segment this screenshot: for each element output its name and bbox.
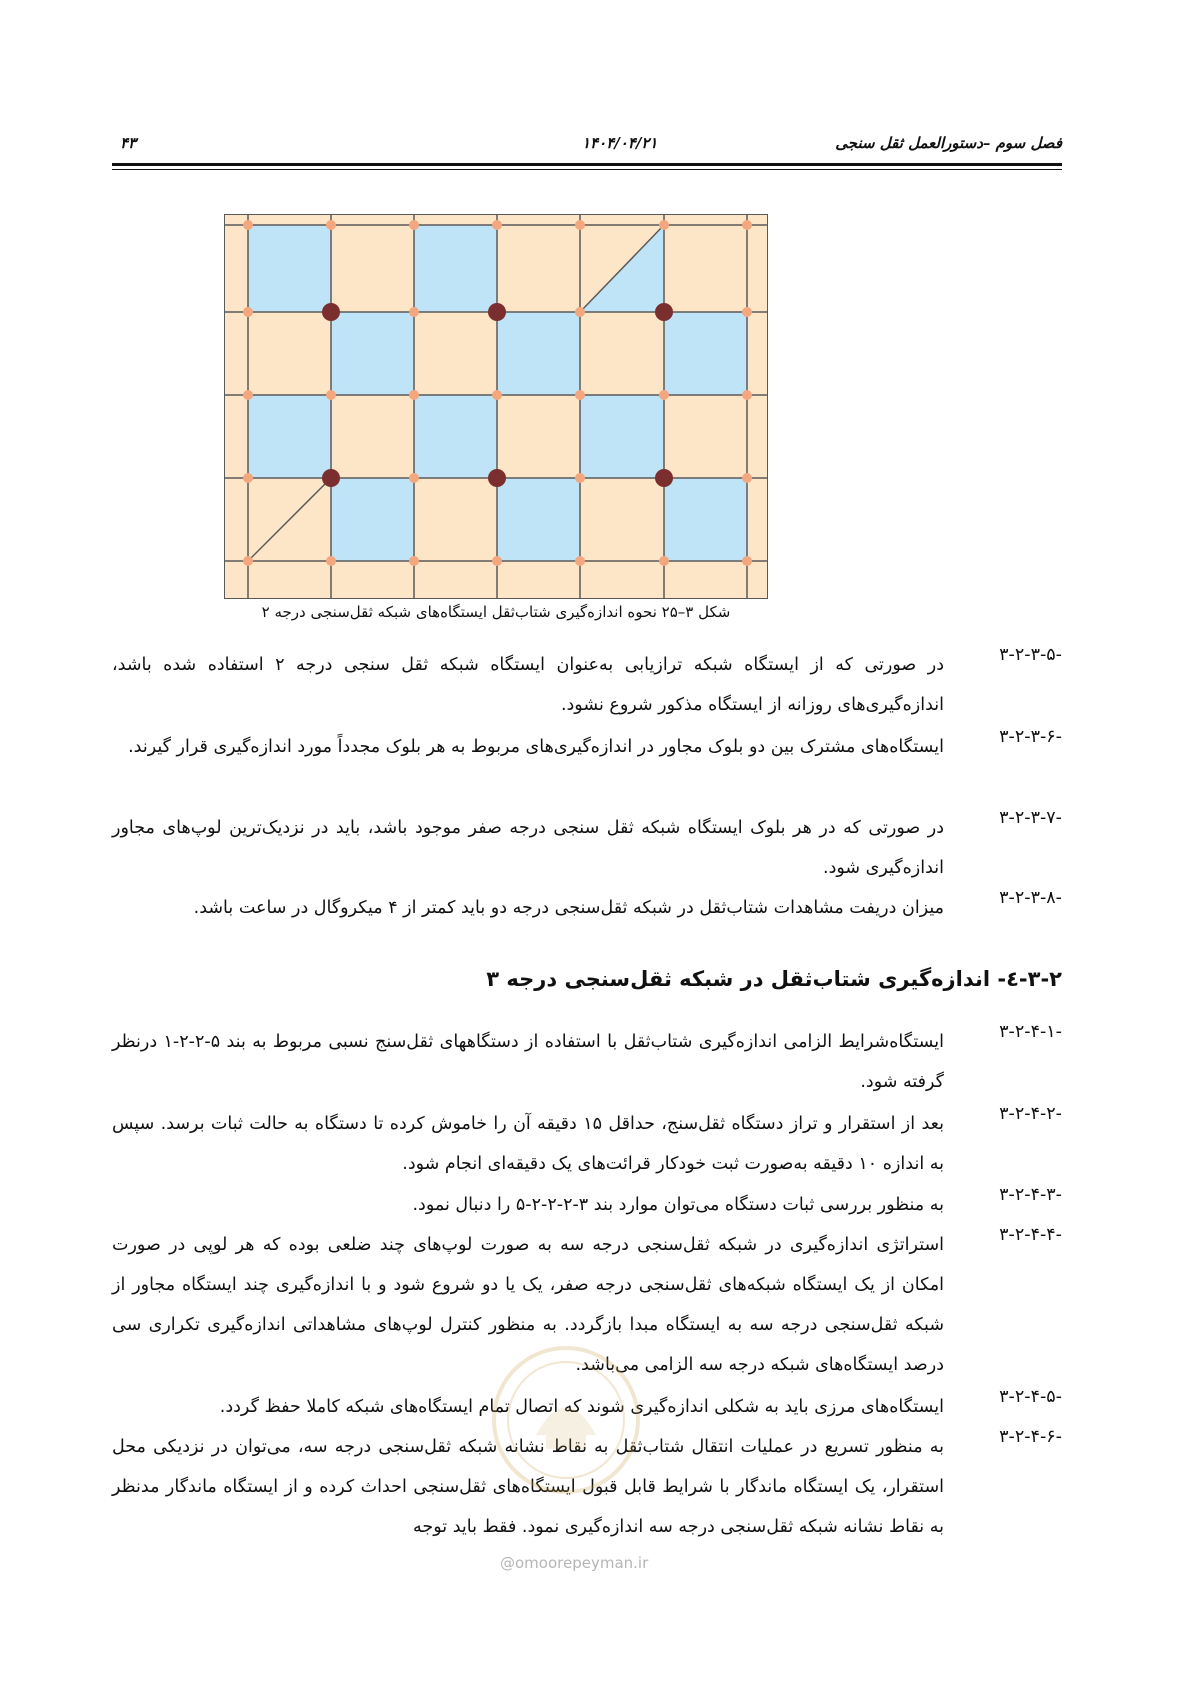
- station-dot: [575, 390, 585, 400]
- item-number: ۳-۲-۴-۵-: [999, 1387, 1062, 1407]
- item-text: در صورتی که از ایستگاه شبکه ترازیابی به‌عنوان ایستگاه شبکه ثقل سنجی درجه ۲ استفاده شده باشد، اندازه‌گیری‌های روزانه از ایستگاه مذکور شروع نشود.: [112, 655, 944, 715]
- blue-cell: [248, 395, 331, 478]
- station-dot: [243, 556, 253, 566]
- watermark-site: @omoorepeyman.ir: [500, 1554, 649, 1572]
- station-dot: [409, 390, 419, 400]
- station-dot: [575, 473, 585, 483]
- item-number: ۳-۲-۴-۱-: [999, 1022, 1062, 1042]
- chapter-title: فصل سوم –دستورالعمل ثقل سنجی: [835, 134, 1062, 152]
- header-rule-thin: [112, 169, 1062, 170]
- section-heading: ۳-۲-٤- اندازه‌گیری شتاب‌ثقل در شبکه ثقل‌سنجی درجه ۳: [486, 967, 1062, 991]
- station-dot: [742, 556, 752, 566]
- item-text: ایستگاه‌های مرزی باید به شکلی اندازه‌گیری شوند که اتصال تمام ایستگاه‌های شبکه کاملا حفظ گردد.: [219, 1397, 944, 1417]
- blue-cell: [331, 478, 414, 561]
- station-dot: [575, 307, 585, 317]
- station-dot: [326, 556, 336, 566]
- section-heading-block: [112, 967, 1062, 1007]
- shared-station-dot: [655, 303, 673, 321]
- station-dot: [243, 473, 253, 483]
- item-text: در صورتی که در هر بلوک ایستگاه شبکه ثقل سنجی درجه صفر موجود باشد، باید در نزدیک‌ترین لوپ‌های مجاور اندازه‌گیری شود.: [112, 818, 944, 878]
- item-text: به منظور بررسی ثبات دستگاه می‌توان موارد بند ۳-۲-۲-۲-۵ را دنبال نمود.: [412, 1195, 944, 1215]
- item-number: ۳-۲-۴-۲-: [999, 1104, 1062, 1124]
- station-dot: [243, 390, 253, 400]
- blue-cell: [414, 225, 497, 312]
- station-dot: [492, 390, 502, 400]
- station-dot: [409, 473, 419, 483]
- item-number: ۳-۲-۴-۳-: [999, 1185, 1062, 1205]
- header-date: ۱۴۰۴/۰۴/۲۱: [582, 134, 658, 152]
- blue-cell: [331, 312, 414, 395]
- blue-cell: [497, 312, 580, 395]
- station-dot: [409, 556, 419, 566]
- blue-cell: [664, 312, 747, 395]
- blue-cell: [248, 225, 331, 312]
- gravity-network-figure: [224, 214, 768, 599]
- station-dot: [326, 390, 336, 400]
- shared-station-dot: [322, 303, 340, 321]
- shared-station-dot: [322, 469, 340, 487]
- blue-cell: [497, 478, 580, 561]
- page-number: ۴۳: [120, 134, 137, 152]
- blue-cell: [580, 395, 664, 478]
- station-dot: [742, 390, 752, 400]
- station-dot: [243, 220, 253, 230]
- station-dot: [742, 307, 752, 317]
- item-number: ۳-۲-۴-۶-: [999, 1427, 1062, 1447]
- shared-station-dot: [488, 469, 506, 487]
- item-number: ۳-۲-۳-۶-: [999, 727, 1062, 747]
- station-dot: [659, 220, 669, 230]
- station-dot: [575, 556, 585, 566]
- watermark-seal-icon: [486, 1340, 646, 1500]
- station-dot: [575, 220, 585, 230]
- station-dot: [742, 220, 752, 230]
- shared-station-dot: [655, 469, 673, 487]
- station-dot: [742, 473, 752, 483]
- item-text: میزان دریفت مشاهدات شتاب‌ثقل در شبکه ثقل‌سنجی درجه دو باید کمتر از ۴ میکروگال در ساعت باشد.: [193, 898, 944, 918]
- item-text: ایستگاه‌شرایط الزامی اندازه‌گیری شتاب‌ثقل با استفاده از دستگاههای ثقل‌سنج نسبی مربوط به بند ۵-۲-۲-۱ درنظر گرفته شود.: [112, 1032, 944, 1092]
- station-dot: [409, 220, 419, 230]
- station-dot: [326, 220, 336, 230]
- item-text: بعد از استقرار و تراز دستگاه ثقل‌سنج، حداقل ۱۵ دقیقه آن را خاموش کرده تا دستگاه به حالت ثبات برسد. سپس به اندازه ۱۰ دقیقه به‌صورت ثبت خودکار قرائت‌های یک دقیقه‌ای انجام شود.: [112, 1114, 944, 1174]
- item-text: ایستگاه‌های مشترک بین دو بلوک مجاور در اندازه‌گیری‌های مربوط به هر بلوک مجدداً مورد اندازه‌گیری قرار گیرند.: [128, 737, 944, 757]
- item-number: ۳-۲-۳-۷-: [999, 808, 1062, 828]
- station-dot: [659, 390, 669, 400]
- item-text: استراتژی اندازه‌گیری در شبکه ثقل‌سنجی درجه سه به صورت لوپ‌های چند ضلعی بوده که هر لوپی در صورت امکان از یک ایستگاه شبکه‌های ثقل‌سنجی درجه صفر، یک یا دو شروع شود و با اندازه‌گیری چند ایستگاه مجاور از شبکه ثقل‌سنجی درجه سه به ایستگاه مبدا بازگردد. به منظور کنترل لوپ‌های مشاهداتی اندازه‌گیری تکراری سی درصد ایستگاه‌های شبکه درجه سه الزامی می‌باشد.: [112, 1235, 944, 1375]
- header-rule-thick: [112, 163, 1062, 166]
- station-dot: [243, 307, 253, 317]
- item-text: به منظور تسریع در عملیات انتقال شتاب‌ثقل به نقاط نشانه شبکه ثقل‌سنجی درجه سه، می‌توان در نزدیکی محل استقرار، یک ایستگاه ماندگار با شرایط قابل قبول ایستگاه‌های ثقل‌سنجی احداث کرده و از ایستگاه ماندگار مدنظر به نقاط نشانه شبکه ثقل‌سنجی درجه سه اندازه‌گیری نمود. فقط باید توجه: [112, 1437, 944, 1537]
- item-number: ۳-۲-۴-۴-: [999, 1225, 1062, 1245]
- station-dot: [409, 307, 419, 317]
- item-number: ۳-۲-۳-۵-: [999, 645, 1062, 665]
- station-dot: [659, 556, 669, 566]
- page-header: [112, 126, 1062, 160]
- blue-cell: [664, 478, 747, 561]
- figure-caption: شکل ۳–۲۵ نحوه اندازه‌گیری شتاب‌ثقل ایستگاه‌های شبکه ثقل‌سنجی درجه ۲: [261, 603, 731, 621]
- blue-cell: [414, 395, 497, 478]
- item-number: ۳-۲-۳-۸-: [999, 888, 1062, 908]
- station-dot: [492, 556, 502, 566]
- shared-station-dot: [488, 303, 506, 321]
- station-dot: [492, 220, 502, 230]
